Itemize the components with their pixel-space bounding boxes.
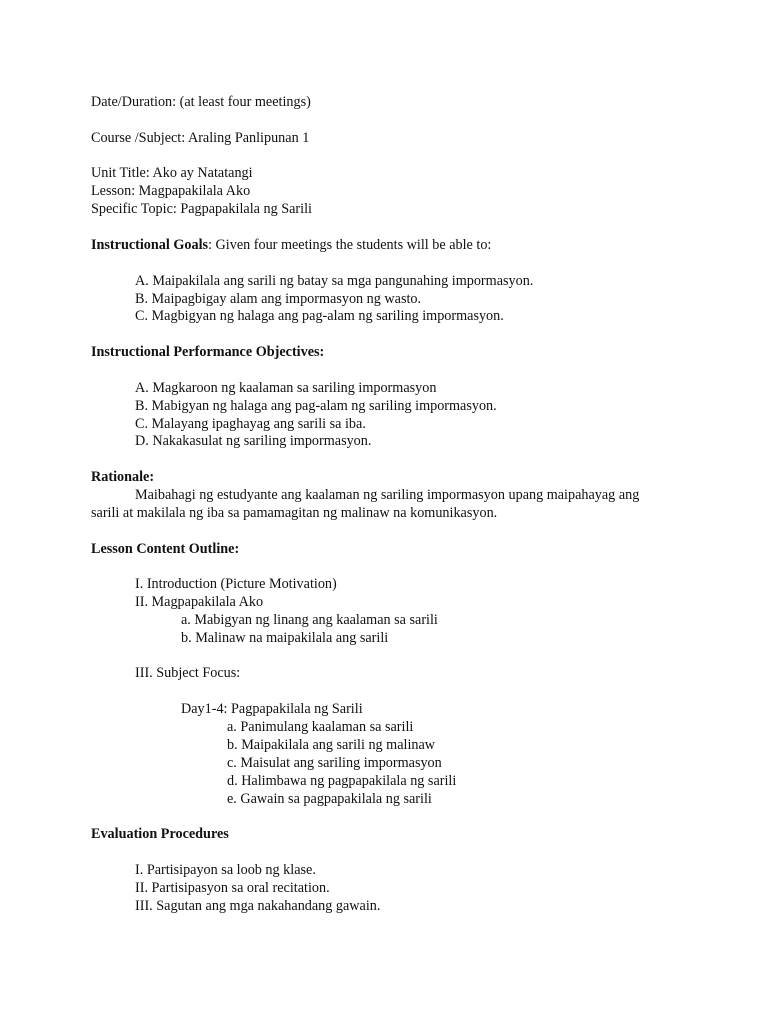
- outline-item: III. Subject Focus:: [135, 665, 241, 681]
- rationale-text-line: Maibahagi ng estudyante ang kaalaman ng sariling impormasyon upang maipahayag ang: [135, 487, 640, 503]
- rationale-text-line: sarili at makilala ng iba sa pamamagitan ng malinaw na komunikasyon.: [91, 505, 498, 521]
- evaluation-item: I. Partisipayon sa loob ng klase.: [135, 862, 316, 878]
- lesson-content-heading: Lesson Content Outline:: [91, 541, 240, 557]
- day-item: d. Halimbawa ng pagpapakilala ng sarili: [227, 773, 457, 789]
- specific-topic: Specific Topic: Pagpapakilala ng Sarili: [91, 201, 312, 217]
- objective-item: B. Mabigyan ng halaga ang pag-alam ng sariling impormasyon.: [135, 398, 497, 414]
- instructional-goals-heading: Instructional Goals: [91, 237, 209, 253]
- course-subject: Course /Subject: Araling Panlipunan 1: [91, 130, 310, 146]
- date-duration: Date/Duration: (at least four meetings): [91, 94, 311, 110]
- goal-item: A. Maipakilala ang sarili ng batay sa mga pangunahing impormasyon.: [135, 273, 534, 289]
- objective-item: D. Nakakasulat ng sariling impormasyon.: [135, 433, 372, 449]
- day-item: b. Maipakilala ang sarili ng malinaw: [227, 737, 436, 753]
- outline-subitem: b. Malinaw na maipakilala ang sarili: [181, 630, 389, 646]
- day-heading: Day1-4: Pagpapakilala ng Sarili: [181, 701, 363, 717]
- instructional-goals-line: [91, 236, 491, 254]
- rationale-heading: Rationale:: [91, 469, 155, 485]
- evaluation-heading: Evaluation Procedures: [91, 826, 229, 842]
- instructional-goals-intro: : Given four meetings the students will be able to:: [208, 237, 492, 253]
- outline-item: I. Introduction (Picture Motivation): [135, 576, 337, 592]
- evaluation-item: III. Sagutan ang mga nakahandang gawain.: [135, 898, 381, 914]
- lesson-title: Lesson: Magpapakilala Ako: [91, 183, 251, 199]
- day-item: a. Panimulang kaalaman sa sarili: [227, 719, 414, 735]
- day-item: c. Maisulat ang sariling impormasyon: [227, 755, 442, 771]
- goal-item: B. Maipagbigay alam ang impormasyon ng wasto.: [135, 291, 422, 307]
- objective-item: A. Magkaroon ng kaalaman sa sariling impormasyon: [135, 380, 437, 396]
- day-item: e. Gawain sa pagpapakilala ng sarili: [227, 791, 432, 807]
- outline-item: II. Magpapakilala Ako: [135, 594, 264, 610]
- evaluation-item: II. Partisipasyon sa oral recitation.: [135, 880, 330, 896]
- performance-objectives-heading: Instructional Performance Objectives:: [91, 344, 325, 360]
- outline-subitem: a. Mabigyan ng linang ang kaalaman sa sarili: [181, 612, 438, 628]
- goal-item: C. Magbigyan ng halaga ang pag-alam ng sariling impormasyon.: [135, 308, 504, 324]
- objective-item: C. Malayang ipaghayag ang sarili sa iba.: [135, 416, 366, 432]
- unit-title: Unit Title: Ako ay Natatangi: [91, 165, 253, 181]
